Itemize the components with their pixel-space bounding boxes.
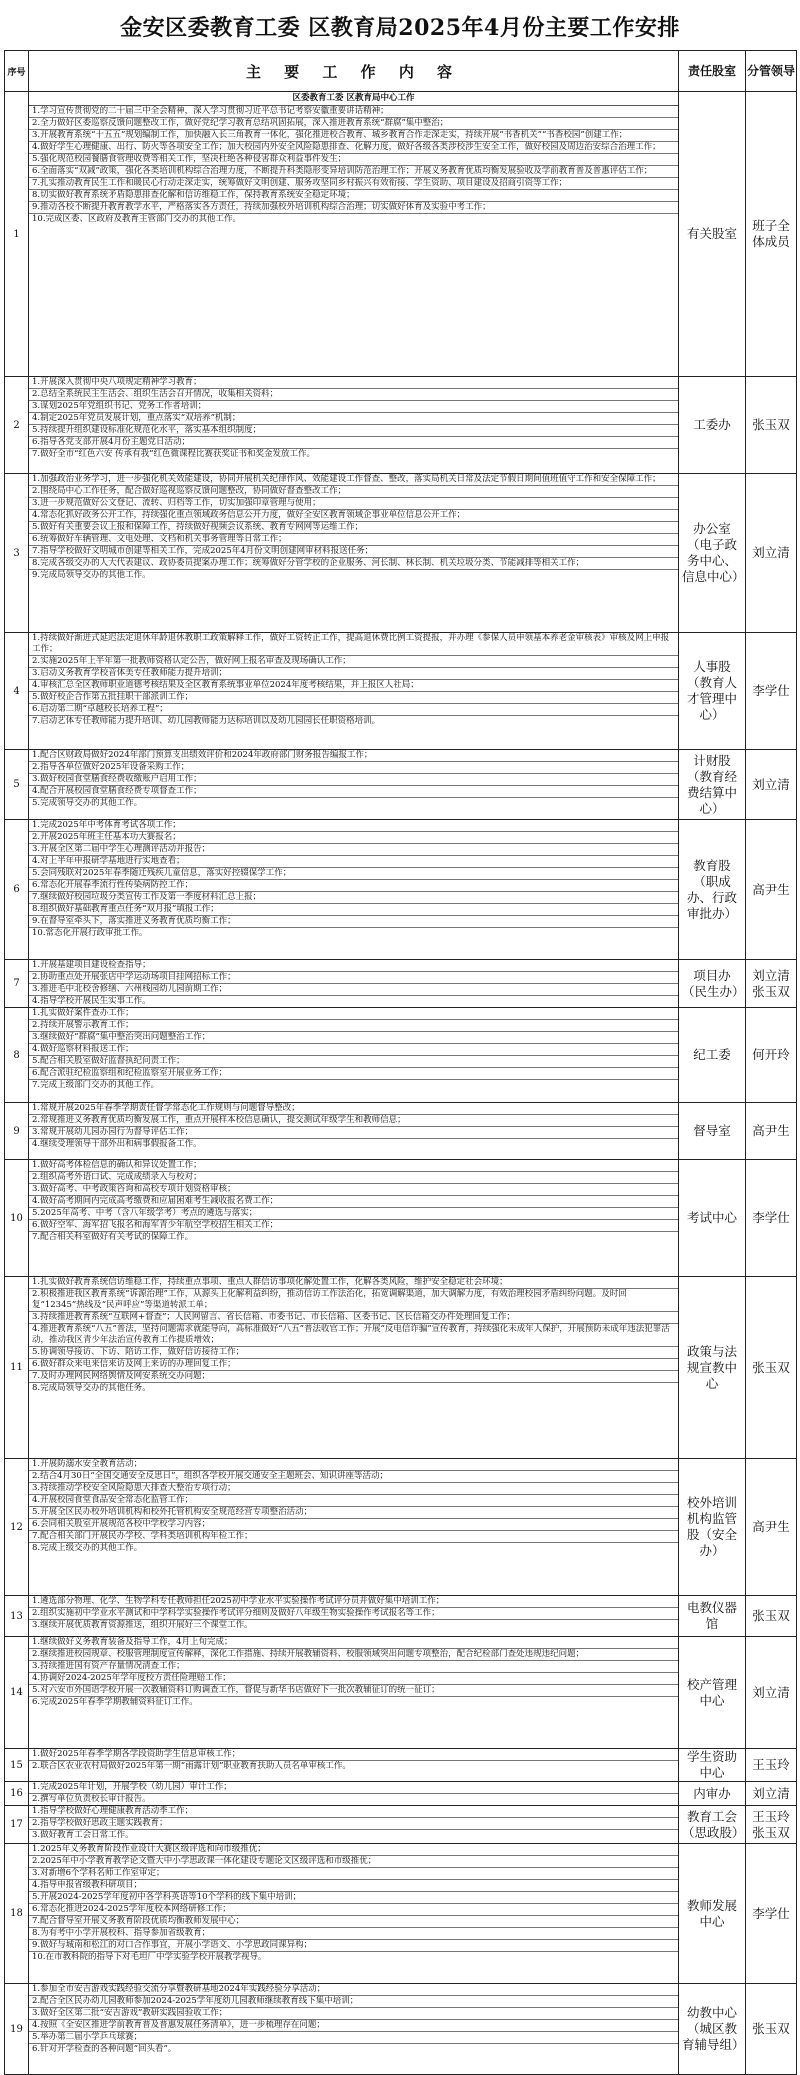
work-content-cell	[29, 1459, 679, 1596]
table-row	[5, 1749, 797, 1782]
row-number: 9	[5, 1103, 29, 1160]
work-item: 3.进一步规范做好公文登记、流转、归档等工作，切实加强印章管理与使用；	[29, 498, 678, 510]
table-row	[5, 1844, 797, 1984]
work-item: 4.协调好2024-2025年学年度校方责任险理赔工作；	[29, 1673, 678, 1685]
work-item: 3.做好全区第二批“安吉游戏”教研实践园验收工作；	[29, 2008, 678, 2020]
work-item: 4.配合开展校园食堂膳食经费专项督查工作；	[29, 786, 678, 798]
work-item: 3.启动义务教育学校音体美专任教师能力提升培训；	[29, 668, 678, 680]
work-item: 5.做好校企合作第五批挂职干部派训工作；	[29, 692, 678, 704]
work-item: 5.持续提升组织建设标准化规范化水平，落实基本组织制度；	[29, 425, 678, 437]
table-row	[5, 1782, 797, 1806]
supervising-leader: 何开玲	[746, 1008, 797, 1103]
work-item: 1.参加全市安吉游戏实践经验交流分享暨教研基地2024年实践经验分享活动；	[29, 1984, 678, 1996]
work-item: 8.为有考中小学开展校科、指导参加省级教育；	[29, 1928, 678, 1940]
work-item: 6.指导各党支部开展4月份主题党日活动；	[29, 437, 678, 449]
work-item: 2.联合区农业农村局做好2025年第一期“雨露计划”职业教育扶助人员名单审核工作。	[32, 1761, 351, 1771]
work-content-cell	[29, 1277, 679, 1459]
row-number: 19	[5, 1984, 29, 2075]
supervising-leader: 李学仕	[746, 633, 797, 750]
work-item: 7.完成上级部门交办的其他工作。	[32, 1080, 160, 1090]
work-item: 3.继续开展优质教育资源推送，组织开展好三个课堂工作。	[32, 1620, 253, 1630]
supervising-leader: 刘立清	[746, 1782, 797, 1806]
work-item: 10.常态化开展行政审批工作。	[32, 928, 148, 938]
work-content-cell	[29, 1160, 679, 1277]
work-item: 5.协调领导接访、下访、陪访工作，做好信访接待工作；	[29, 1347, 678, 1359]
work-content-cell	[29, 1637, 679, 1749]
work-item: 7.继续做好校园垃圾分类宣传工作及第一季度材料汇总上报；	[29, 892, 678, 904]
work-content-cell	[29, 1844, 679, 1984]
work-item: 4.指导申报省级教科研项目；	[29, 1880, 678, 1892]
row-number: 7	[5, 960, 29, 1008]
work-item: 7.扎实推动教育民生工作和暖民心行动走深走实，统筹做好文明创建、服务攻坚同乡村振兴有效衔接、学生资助、项目建设及招商引资等工作；	[29, 178, 678, 190]
work-item: 6.配合派驻纪检监察组和纪检监察室开展业务工作；	[29, 1068, 678, 1080]
table-row	[5, 92, 797, 377]
work-item: 3.常规开展幼儿园办园行为督导评估工作；	[29, 1127, 678, 1139]
work-item: 3.做好校园食堂膳食经费收缴账户启用工作；	[29, 774, 678, 786]
work-content-cell	[29, 1596, 679, 1637]
work-item: 4.审核汇总全区教师职业道德考核结果及全区教育系统事业单位2024年度考核结果，并上报区人社局；	[29, 680, 678, 692]
work-item: 2.总结全系统民主生活会、组织生活会召开情况，收集相关资料；	[29, 389, 678, 401]
work-content-cell	[29, 820, 679, 960]
table-row	[5, 1637, 797, 1749]
work-item: 9.做好与城南和松江的对口合作事宜，开展小学语文、小学思政同课异构；	[29, 1940, 678, 1952]
work-item: 3.持续推动学校安全风险隐患大排查大整治专项行动；	[29, 1483, 678, 1495]
supervising-leader: 刘立清	[746, 474, 797, 633]
table-row	[5, 474, 797, 633]
work-item: 3.对新增6个学科名师工作室审定；	[29, 1868, 678, 1880]
row-number: 15	[5, 1749, 29, 1782]
work-content-cell	[29, 1749, 679, 1782]
work-item: 9.推动各校不断提升教育教学水平，严格落实各方责任，持续加强校外培训机构综合治理；切实做好体育及实验中考工作；	[29, 202, 678, 214]
work-item: 6.针对开学检查的各种问题“回头看”。	[32, 2044, 177, 2054]
row-number: 4	[5, 633, 29, 750]
work-item: 3.持续推进国有资产存量情况清查工作；	[29, 1661, 678, 1673]
work-item: 7.做好全市“红色六安 传承有我”红色微课程比赛获奖证书和奖金发放工作。	[32, 449, 316, 459]
work-item: 3.推进毛中北校舍修缮、六州栈园幼儿园前期工作；	[29, 984, 678, 996]
row-number: 1	[5, 92, 29, 377]
responsible-dept: 人事股（教育人才管理中心）	[679, 633, 746, 750]
work-item: 4.制定2025年党员发展计划，重点落实“双培养”机制；	[29, 413, 678, 425]
table-row	[5, 750, 797, 820]
work-item: 1.遴选部分物理、化学、生物学科专任教师担任2025初中学业水平实验操作考试评分员并做好集中培训工作；	[29, 1596, 678, 1608]
row-number: 5	[5, 750, 29, 820]
table-header-row	[5, 51, 797, 92]
work-item: 5.做好有关重要会议上报和保障工作，持续做好视频会议系统、教育专网网等运维工作；	[29, 522, 678, 534]
work-item: 7.配合督导室开展义务教育阶段优质均衡教师发展中心；	[29, 1916, 678, 1928]
row-number: 8	[5, 1008, 29, 1103]
work-content-cell	[29, 633, 679, 750]
responsible-dept: 纪工委	[679, 1008, 746, 1103]
supervising-leader: 李学仕	[746, 1160, 797, 1277]
supervising-leader: 李学仕	[746, 1844, 797, 1984]
table-row	[5, 1806, 797, 1844]
work-item: 5.配合相关股室做好监督执纪问责工作；	[29, 1056, 678, 1068]
responsible-dept: 校产管理中心	[679, 1637, 746, 1749]
supervising-leader: 张玉双	[746, 1596, 797, 1637]
work-content-cell	[29, 92, 679, 377]
table-row	[5, 377, 797, 474]
supervising-leader: 刘立清 张玉双	[746, 960, 797, 1008]
responsible-dept: 有关股室	[679, 92, 746, 377]
work-item: 4.开展校园食堂食品安全常态化监管工作；	[29, 1495, 678, 1507]
work-item: 2.撰写单位负责校长审计报告。	[32, 1794, 151, 1804]
work-item: 2.协助重点处开展张店中学运动场项目挂网招标工作；	[29, 972, 678, 984]
work-item: 8.组织做好基础教育重点任务“双月报”填报工作；	[29, 904, 678, 916]
responsible-dept: 电教仪器馆	[679, 1596, 746, 1637]
responsible-dept: 教育股（职成办、行政审批办）	[679, 820, 746, 960]
work-item: 5.开展2024-2025学年度初中各学科英语等10个学科的线下集中培训；	[29, 1892, 678, 1904]
work-item: 4.继续受理领导干部外出和病事假报备工作。	[32, 1139, 202, 1149]
work-content-cell	[29, 1782, 679, 1806]
work-item: 3.做好高考、中考政策咨询和高校专项计划资格审核；	[29, 1184, 678, 1196]
table-row	[5, 1008, 797, 1103]
work-content-cell	[29, 1008, 679, 1103]
work-item: 8.完成上级交办的其他工作。	[32, 1543, 143, 1553]
work-item: 4.常态化抓好政务公开工作，持续强化重点领域政务信息公开力度，做好全安区教育领域企事业单位信息公开工作；	[29, 510, 678, 522]
work-item: 5.开展全区民办校外培训机构和校外托管机构安全规范经营专项整治活动；	[29, 1507, 678, 1519]
work-item: 6.常态化开展春季流行性传染病防控工作；	[29, 880, 678, 892]
work-item: 1.做好2025年春季学期各学段资助学生信息审核工作；	[29, 1749, 678, 1761]
header-dept: 责任股室	[679, 51, 746, 92]
work-content-cell	[29, 377, 679, 474]
work-item: 9.完成局领导交办的其他工作。	[32, 570, 151, 580]
work-item: 5.对六安市外国语学校开展一次教辅资料订购调查工作，督促与新华书店做好下一批次教辅征订的统一征订；	[29, 1685, 678, 1697]
work-item: 1.2025年义务教育阶段作业设计大赛区级评选和向市级推优；	[29, 1844, 678, 1856]
responsible-dept: 考试中心	[679, 1160, 746, 1277]
work-item: 4.推进教育系统“八五”普法，坚持问题需求就能导向，高标准做好“八五”普法收官工作；开展“反电信诈骗”宣传教育，持续强化未成年人保护，开展预防未成年违法犯罪活动，推动我区青少年法治宣传教育工作提质增效；	[29, 1324, 678, 1347]
work-item: 1.开展深入贯彻中央八项规定精神学习教育；	[29, 377, 678, 389]
work-item: 3.开展全区第二届中学生心理测评活动并报告；	[29, 844, 678, 856]
row-number: 17	[5, 1806, 29, 1844]
work-item: 3.谋划2025年党组织书记、党务工作者培训；	[29, 401, 678, 413]
work-item: 6.做好空军、海军招飞报名和海军青少年航空学校招生相关工作；	[29, 1220, 678, 1232]
work-item: 2.实施2025年上半年第一批教师资格认定公告，做好网上报名审查及现场确认工作；	[29, 656, 678, 668]
row-number: 13	[5, 1596, 29, 1637]
table-row	[5, 633, 797, 750]
table-row	[5, 1103, 797, 1160]
work-item: 1.指导学校做好心理健康教育活动季工作；	[29, 1806, 678, 1818]
work-item: 2.指导各单位做好2025年设备采购工作；	[29, 762, 678, 774]
supervising-leader: 王玉玲	[746, 1749, 797, 1782]
work-item: 2.持续开展警示教育工作；	[29, 1020, 678, 1032]
work-item: 7.指导学校做好文明城市创建等相关工作，完成2025年4月份文明创建网审材料报送任务；	[29, 546, 678, 558]
row-number: 12	[5, 1459, 29, 1596]
work-item: 1.完成2025年中考体育考试各项工作；	[29, 820, 678, 832]
work-item: 1.持续做好渐进式延迟法定退休年龄退休教职工政策解释工作，做好工资转正工作，提高退休费比例工资提报，并办理《参保人员申领基本养老金审核表》审核及网上申报工作；	[29, 633, 678, 656]
header-content: 主 要 工 作 内 容	[29, 51, 679, 92]
responsible-dept: 内审办	[679, 1782, 746, 1806]
work-item: 6.全面落实“双减”政策，强化各类培训机构综合治理力度，不断提升科类隐形变异培训防范治理工作；开展义务教育优质均衡发展验收及学前教育普及普惠评估工作；	[29, 166, 678, 178]
work-item: 2.全力做好区委巡察反馈问题整改工作，做好党纪学习教育总结巩固拓展，深入推进教育系统“群腐”集中整治；	[29, 118, 678, 130]
supervising-leader: 刘立清	[746, 1637, 797, 1749]
work-item: 6.完成2025年春季学期教辅资料征订工作。	[32, 1697, 198, 1707]
work-content-cell	[29, 474, 679, 633]
work-item: 5.完成领导交办的其他工作。	[32, 798, 143, 808]
supervising-leader: 刘立清	[746, 750, 797, 820]
work-item: 7.启动艺体专任教师能力提升培训、幼儿园教师能力达标培训以及幼儿园园长任职资格培训。	[32, 716, 381, 726]
table-body	[5, 92, 797, 2075]
work-schedule-table	[4, 50, 797, 2075]
work-item: 7.配合相关科室做好有关考试的保障工作。	[32, 1232, 194, 1242]
work-content-cell	[29, 1984, 679, 2075]
work-item: 6.启动第二期“卓越校长培养工程”；	[29, 704, 678, 716]
section-subtitle: 区委教育工委 区教育局中心工作	[29, 92, 678, 106]
work-item: 4.做好高考期间内完成高考缴费和应届困难考生减收报名费工作；	[29, 1196, 678, 1208]
table-row	[5, 1984, 797, 2075]
header-no: 序号	[5, 51, 29, 92]
responsible-dept: 计财股（教育经费结算中心）	[679, 750, 746, 820]
responsible-dept: 教师发展中心	[679, 1844, 746, 1984]
work-item: 3.做好教育工会日常工作。	[32, 1830, 134, 1840]
work-item: 3.开展教育系统“十五五”规划编制工作，加快融入长三角教育一体化，强化推进校合教育、城乡教育合作走深走实，持续开展“书香机关”“书香校园”创建工作；	[29, 130, 678, 142]
supervising-leader: 张玉双	[746, 377, 797, 474]
table-row	[5, 1277, 797, 1459]
table-row	[5, 960, 797, 1008]
supervising-leader: 高尹生	[746, 1103, 797, 1160]
table-row	[5, 1596, 797, 1637]
work-item: 1.开展基建项目建设检查指导；	[29, 960, 678, 972]
work-content-cell	[29, 1806, 679, 1844]
row-number: 16	[5, 1782, 29, 1806]
row-number: 3	[5, 474, 29, 633]
responsible-dept: 校外培训机构监管股（安全办）	[679, 1459, 746, 1596]
work-item: 1.扎实做好教育系统信访维稳工作，持续重点事项、重点人群信访事项化解处置工作，化解各类风险，维护安全稳定社会环境；	[29, 1277, 678, 1289]
work-content-cell	[29, 750, 679, 820]
work-item: 9.在督导室牵头下，落实推进义务教育优质均衡工作；	[29, 916, 678, 928]
table-row	[5, 820, 797, 960]
work-item: 5.举办第二届小学乒乓球赛；	[29, 2032, 678, 2044]
work-item: 2.指导学校做好思政主题实践教育；	[29, 1818, 678, 1830]
work-item: 1.配合区财政局做好2024年部门预算支出绩效评价和2024年政府部门财务报告编报工作；	[29, 750, 678, 762]
work-item: 7.配合相关部门开展民办学校、学科类培训机构年检工作；	[29, 1531, 678, 1543]
work-item: 5.会同残联对2025年春季随迁残疾儿童信息，落实好控辍保学工作；	[29, 868, 678, 880]
work-item: 2.继续推进校园规章、校服管理制度宣传解释，深化工作措施、持续开展教辅资料、校服领域突出问题专项整治，配合纪检部门查处违规违纪问题；	[29, 1649, 678, 1661]
responsible-dept: 政策与法规宣教中心	[679, 1277, 746, 1459]
supervising-leader: 高尹生	[746, 1459, 797, 1596]
header-lead: 分管领导	[746, 51, 797, 92]
work-item: 1.常规开展2025年春季学期责任督学常态化工作规则与问题督导整改；	[29, 1103, 678, 1115]
responsible-dept: 幼教中心（城区教育辅导组）	[679, 1984, 746, 2075]
work-item: 6.统筹做好车辆管理、文电处理、文档和机关事务管理等日常工作；	[29, 534, 678, 546]
work-item: 6.常态化推进2024-2025学年度校本网络研修工作；	[29, 1904, 678, 1916]
responsible-dept: 教育工会（思政股）	[679, 1806, 746, 1844]
work-item: 2.组织高考外语口试、完成成绩录入与校对；	[29, 1172, 678, 1184]
responsible-dept: 工委办	[679, 377, 746, 474]
row-number: 18	[5, 1844, 29, 1984]
work-item: 1.加强政治业务学习，进一步强化机关效能建设，协同开展机关纪律作风、效能建设工作督查、整改，落实局机关日常及法定节假日期间值班值守工作和安全保障工作；	[29, 474, 678, 486]
work-item: 4.对上半年申报研学基地进行实地查看；	[29, 856, 678, 868]
page-title: 金安区委教育工委 区教育局2025年4月份主要工作安排	[120, 15, 680, 41]
work-content-cell	[29, 1103, 679, 1160]
responsible-dept: 办公室（电子政务中心、信息中心）	[679, 474, 746, 633]
supervising-leader: 高尹生	[746, 820, 797, 960]
work-item: 8.完成各级交办的人大代表建议、政协委员提案办理工作；统筹做好分管学校的企业服务、河长制、林长制、机关垃圾分类、节能减排等相关工作；	[29, 558, 678, 570]
supervising-leader: 王玉玲 张玉双	[746, 1806, 797, 1844]
work-item: 8.完成局领导交办的其他任务。	[32, 1383, 151, 1393]
supervising-leader: 张玉双	[746, 1984, 797, 2075]
work-item: 2.组织实施初中学业水平测试和中学科学实验操作考试评分细则及做好八年级生物实验操作考试报名等工作；	[29, 1608, 678, 1620]
work-item: 10.完成区委、区政府及教育主管部门交办的其他工作。	[32, 214, 242, 224]
responsible-dept: 项目办（民生办）	[679, 960, 746, 1008]
work-item: 6.做好群众来电来信来访及网上来访的办理回复工作；	[29, 1359, 678, 1371]
work-item: 4.做好巡察材料报送工作；	[29, 1044, 678, 1056]
work-item: 5.强化规范校园餐膳食管理收费等相关工作，坚决杜绝各种侵害群众利益事件发生；	[29, 154, 678, 166]
table-row	[5, 1459, 797, 1596]
work-item: 7.及时办理网民网络舆情及网安系统交办问题；	[29, 1371, 678, 1383]
supervising-leader: 班子全体成员	[746, 92, 797, 377]
work-item: 3.继续做好“群腐”集中整治突出问题整治工作；	[29, 1032, 678, 1044]
table-row	[5, 1160, 797, 1277]
row-number: 10	[5, 1160, 29, 1277]
work-item: 4.按照《全安区推进学前教育普及普惠发展任务清单》，进一步梳理存在问题；	[29, 2020, 678, 2032]
work-item: 2.积极推进我区教育系统“诉源治理”工作，从源头上化解利益纠纷，推动信访工作法治化，拓宽调解渠道，加大调解力度，有效治理校园矛盾纠纷问题。及时回复“12345”热线及“民声呼应”等渠道转派工单；	[29, 1289, 678, 1312]
work-item: 2.2025年中小学教育教学论文暨大中小学思政课一体化建设专题论文区级评选和市级推优；	[29, 1856, 678, 1868]
work-item: 2.结合4月30日“全国交通安全反思日”，组织各学校开展交通安全主题班会、知识讲座等活动；	[29, 1471, 678, 1483]
row-number: 6	[5, 820, 29, 960]
supervising-leader: 张玉双	[746, 1277, 797, 1459]
work-item: 1.做好高考体检信息的确认和异议处置工作；	[29, 1160, 678, 1172]
row-number: 14	[5, 1637, 29, 1749]
work-item: 1.开展防溺水安全教育活动；	[29, 1459, 678, 1471]
work-item: 3.持续推进教育系统“互联网+督查”；人民网留言、省长信箱、市委书记、市长信箱、区委书记、区长信箱交办件处理回复工作；	[29, 1312, 678, 1324]
work-item: 4.指导学校开展民生实事工作。	[32, 996, 151, 1006]
work-content-cell	[29, 960, 679, 1008]
responsible-dept: 学生资助中心	[679, 1749, 746, 1782]
work-item: 2.围绕局中心工作任务，配合做好巡视巡察反馈问题整改，协同做好督查整改工作；	[29, 486, 678, 498]
work-item: 2.配合全区民办幼儿园教师参加2024-2025学年度幼儿园教师继续教育线下集中培训；	[29, 1996, 678, 2008]
work-item: 6.会同相关股室开展规范各校中学校学习内容；	[29, 1519, 678, 1531]
work-item: 8.切实做好教育系统矛盾隐患排查化解和信访维稳工作，保持教育系统安全稳定环境；	[29, 190, 678, 202]
work-item: 10.在市教科院的指导下对毛坦厂中学实验学校开展教学视导。	[32, 1952, 267, 1962]
work-item: 1.扎实做好案件查办工作；	[29, 1008, 678, 1020]
row-number: 2	[5, 377, 29, 474]
work-item: 2.开展2025年班主任基本功大赛报名；	[29, 832, 678, 844]
work-item: 2.常规推进义务教育优质均衡发展工作，重点开展样本校信息确认，提交测试年级学生和教师信息；	[29, 1115, 678, 1127]
work-item: 4.做好学生心理健康、出行、防火等各项安全工作；加大校园内外安全风险隐患排查、化解力度，做好各级各类涉校涉生安全工作，做好校园及周边治安综合治理工作；	[29, 142, 678, 154]
work-item: 1.继续做好义务教育装备及指导工作，4月上旬完成；	[29, 1637, 678, 1649]
work-item: 5.2025年高考、中考（含八年级学考）考点的遴选与落实；	[29, 1208, 678, 1220]
work-item: 1.学习宣传贯彻党的二十届三中全会精神，深入学习贯彻习近平总书记考察安徽重要讲话精神；	[29, 106, 678, 118]
row-number: 11	[5, 1277, 29, 1459]
responsible-dept: 督导室	[679, 1103, 746, 1160]
work-item: 1.完成2025年计划，开展学校（幼儿园）审计工作；	[29, 1782, 678, 1794]
